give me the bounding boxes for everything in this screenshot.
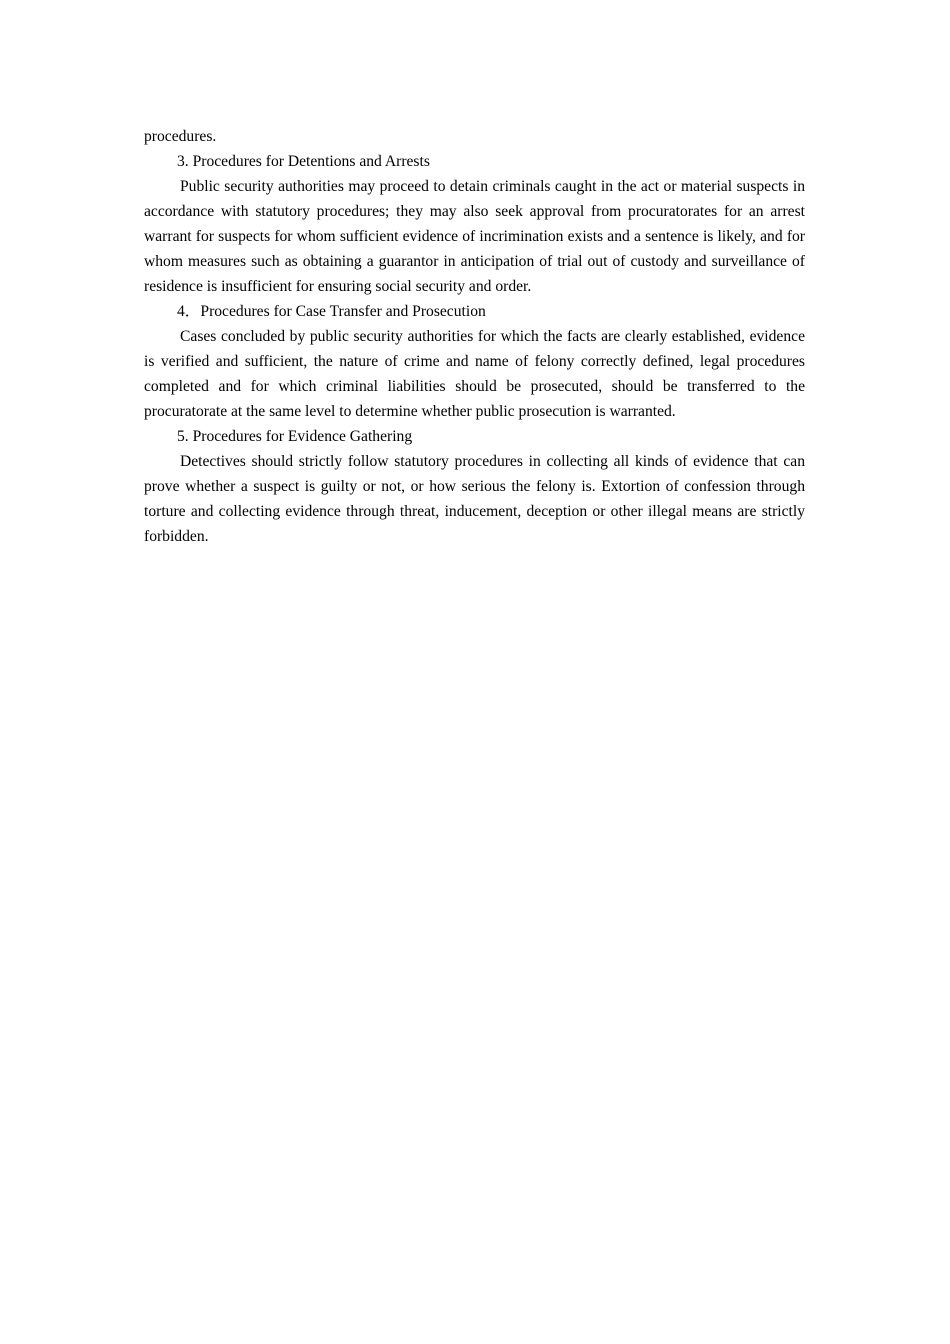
lead-fragment: procedures. [144, 128, 217, 145]
section-heading-evidence-gathering: 5. Procedures for Evidence Gathering [177, 428, 413, 445]
section-body-evidence-gathering: Detectives should strictly follow statutory procedures in collecting all kinds of evidence that can prove whether a suspect is guilty or not, or how serious the felony is. Extortion of confession through torture and collecting evidence through threat, inducement, deception or other illegal means are strictly forbidden. [144, 453, 805, 545]
section-heading-case-transfer: 4．Procedures for Case Transfer and Prosecution [177, 303, 486, 320]
section-body-detentions-arrests: Public security authorities may proceed to detain criminals caught in the act or material suspects in accordance with statutory procedures; they may also seek approval from procuratorates for an arrest warrant for suspects for whom sufficient evidence of incrimination exists and a sentence is likely, and for whom measures such as obtaining a guarantor in anticipation of trial out of custody and surveillance of residence is insufficient for ensuring social security and order. [144, 178, 805, 295]
document-page [144, 124, 805, 549]
section-heading-detentions-arrests: 3. Procedures for Detentions and Arrests [177, 153, 430, 170]
section-body-case-transfer: Cases concluded by public security authorities for which the facts are clearly established, evidence is verified and sufficient, the nature of crime and name of felony correctly defined, legal procedures completed and for which criminal liabilities should be prosecuted, should be transferred to the procuratorate at the same level to determine whether public prosecution is warranted. [144, 328, 805, 420]
